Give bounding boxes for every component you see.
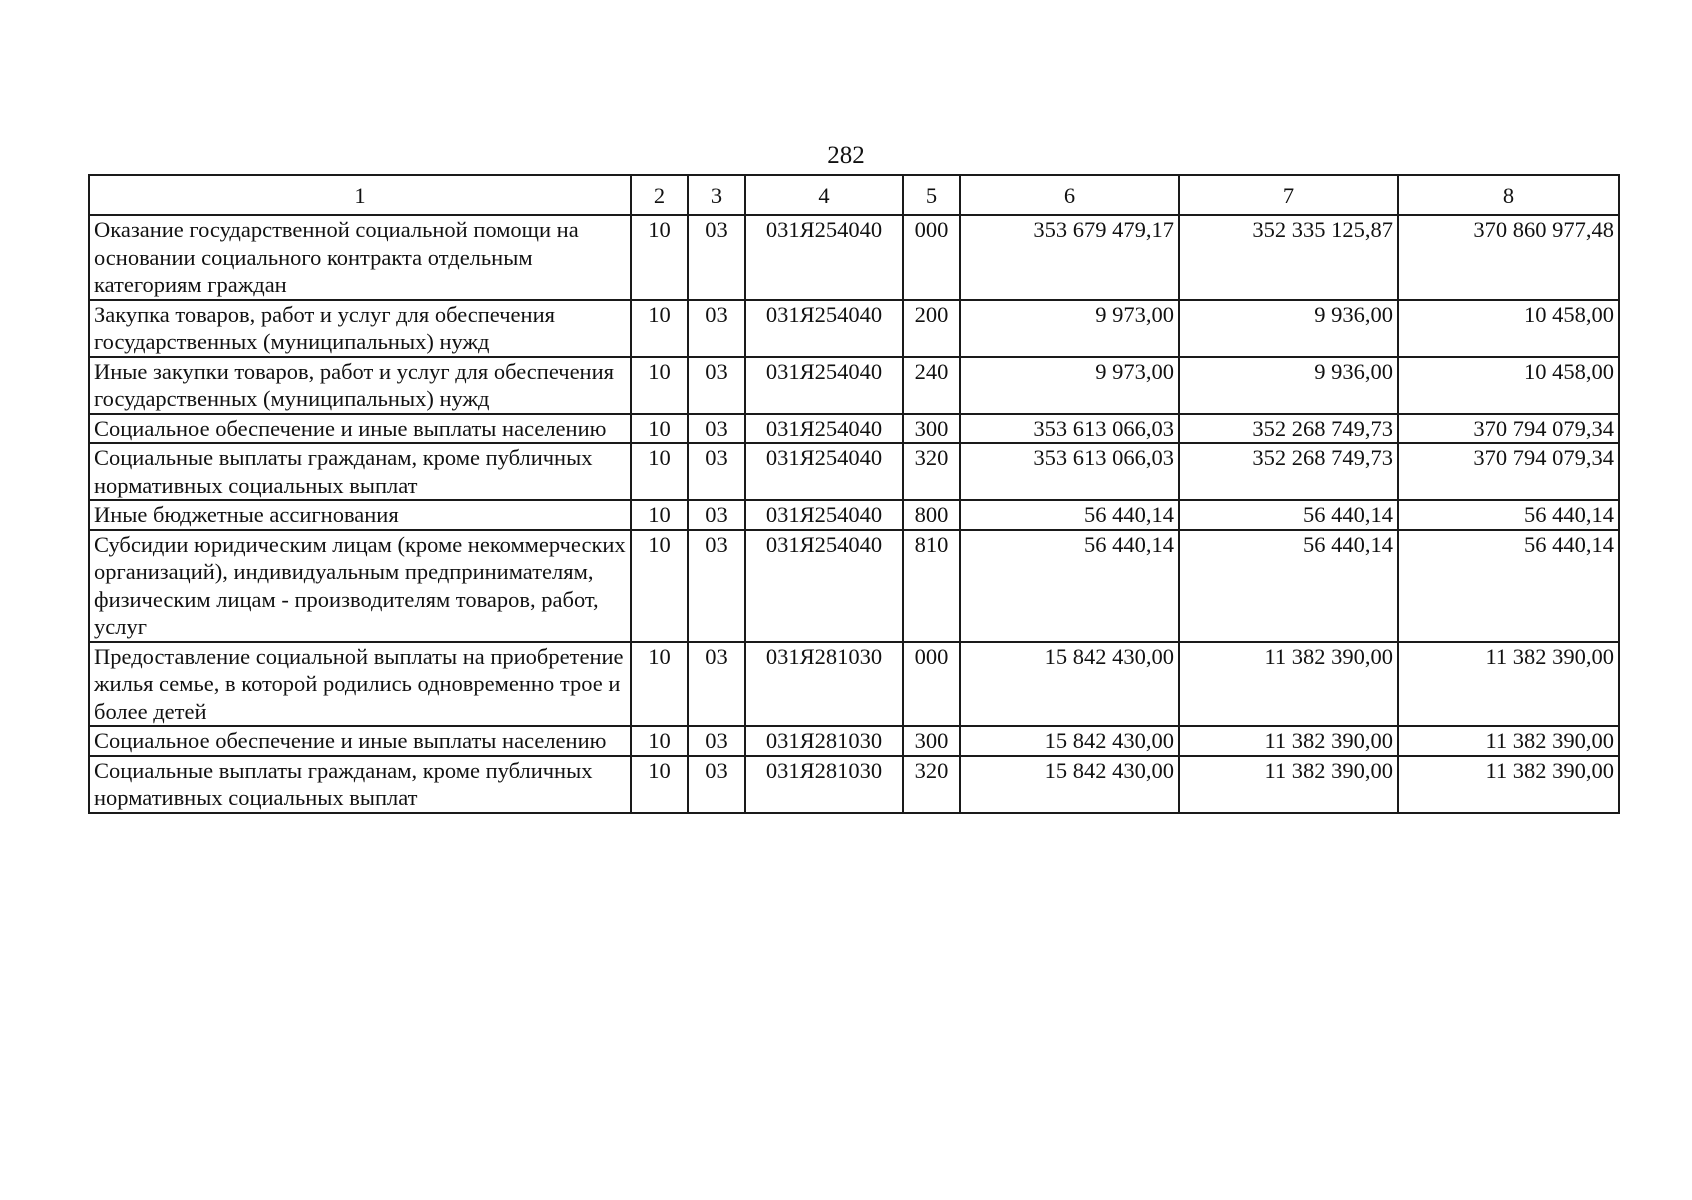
section-code: 10 (631, 642, 688, 727)
row-name: Социальные выплаты гражданам, кроме публичных нормативных социальных выплат (89, 756, 631, 813)
amount-col7: 352 268 749,73 (1179, 414, 1398, 444)
table-row (89, 530, 1619, 642)
budget-table (88, 174, 1620, 814)
subsection-code: 03 (688, 443, 745, 500)
expense-type-code: 200 (903, 300, 960, 357)
target-article-code: 031Я254040 (745, 357, 903, 414)
amount-col8: 10 458,00 (1398, 300, 1619, 357)
section-code: 10 (631, 414, 688, 444)
header-cell: 4 (745, 175, 903, 215)
header-cell: 5 (903, 175, 960, 215)
section-code: 10 (631, 530, 688, 642)
row-name: Субсидии юридическим лицам (кроме некоммерческих организаций), индивидуальным предпринимателям, физическим лицам - производителям товаров, работ, услуг (89, 530, 631, 642)
section-code: 10 (631, 357, 688, 414)
amount-col7: 56 440,14 (1179, 530, 1398, 642)
row-name: Иные закупки товаров, работ и услуг для обеспечения государственных (муниципальных) нужд (89, 357, 631, 414)
expense-type-code: 000 (903, 215, 960, 300)
amount-col7: 11 382 390,00 (1179, 642, 1398, 727)
header-cell: 3 (688, 175, 745, 215)
header-cell: 2 (631, 175, 688, 215)
amount-col6: 15 842 430,00 (960, 726, 1179, 756)
amount-col8: 370 860 977,48 (1398, 215, 1619, 300)
target-article-code: 031Я254040 (745, 443, 903, 500)
target-article-code: 031Я254040 (745, 215, 903, 300)
amount-col6: 353 613 066,03 (960, 443, 1179, 500)
amount-col6: 15 842 430,00 (960, 756, 1179, 813)
amount-col6: 15 842 430,00 (960, 642, 1179, 727)
expense-type-code: 300 (903, 726, 960, 756)
subsection-code: 03 (688, 530, 745, 642)
expense-type-code: 000 (903, 642, 960, 727)
row-name: Социальное обеспечение и иные выплаты населению (89, 414, 631, 444)
header-cell: 8 (1398, 175, 1619, 215)
amount-col6: 9 973,00 (960, 300, 1179, 357)
table-row (89, 300, 1619, 357)
target-article-code: 031Я254040 (745, 414, 903, 444)
amount-col6: 353 613 066,03 (960, 414, 1179, 444)
row-name: Закупка товаров, работ и услуг для обеспечения государственных (муниципальных) нужд (89, 300, 631, 357)
section-code: 10 (631, 726, 688, 756)
page-number: 282 (827, 142, 865, 169)
subsection-code: 03 (688, 500, 745, 530)
amount-col7: 9 936,00 (1179, 300, 1398, 357)
amount-col8: 11 382 390,00 (1398, 756, 1619, 813)
amount-col8: 370 794 079,34 (1398, 443, 1619, 500)
amount-col6: 353 679 479,17 (960, 215, 1179, 300)
amount-col7: 352 335 125,87 (1179, 215, 1398, 300)
section-code: 10 (631, 215, 688, 300)
header-cell: 6 (960, 175, 1179, 215)
section-code: 10 (631, 443, 688, 500)
target-article-code: 031Я281030 (745, 756, 903, 813)
table-row (89, 500, 1619, 530)
row-name: Оказание государственной социальной помощи на основании социального контракта отдельным категориям граждан (89, 215, 631, 300)
table-row (89, 726, 1619, 756)
amount-col8: 11 382 390,00 (1398, 726, 1619, 756)
row-name: Иные бюджетные ассигнования (89, 500, 631, 530)
section-code: 10 (631, 500, 688, 530)
row-name: Социальное обеспечение и иные выплаты населению (89, 726, 631, 756)
table-row (89, 642, 1619, 727)
subsection-code: 03 (688, 300, 745, 357)
amount-col8: 11 382 390,00 (1398, 642, 1619, 727)
target-article-code: 031Я281030 (745, 726, 903, 756)
target-article-code: 031Я254040 (745, 500, 903, 530)
subsection-code: 03 (688, 642, 745, 727)
amount-col8: 56 440,14 (1398, 530, 1619, 642)
expense-type-code: 240 (903, 357, 960, 414)
target-article-code: 031Я254040 (745, 530, 903, 642)
amount-col8: 56 440,14 (1398, 500, 1619, 530)
expense-type-code: 300 (903, 414, 960, 444)
target-article-code: 031Я281030 (745, 642, 903, 727)
expense-type-code: 320 (903, 443, 960, 500)
amount-col7: 352 268 749,73 (1179, 443, 1398, 500)
amount-col6: 56 440,14 (960, 530, 1179, 642)
subsection-code: 03 (688, 357, 745, 414)
table-row (89, 414, 1619, 444)
amount-col7: 56 440,14 (1179, 500, 1398, 530)
subsection-code: 03 (688, 414, 745, 444)
subsection-code: 03 (688, 726, 745, 756)
row-name: Предоставление социальной выплаты на приобретение жилья семье, в которой родились одновременно трое и более детей (89, 642, 631, 727)
amount-col6: 9 973,00 (960, 357, 1179, 414)
amount-col7: 11 382 390,00 (1179, 756, 1398, 813)
table-row (89, 357, 1619, 414)
amount-col8: 370 794 079,34 (1398, 414, 1619, 444)
header-cell: 1 (89, 175, 631, 215)
table-row (89, 756, 1619, 813)
amount-col7: 9 936,00 (1179, 357, 1398, 414)
table-header-row (89, 175, 1619, 215)
amount-col7: 11 382 390,00 (1179, 726, 1398, 756)
subsection-code: 03 (688, 215, 745, 300)
amount-col8: 10 458,00 (1398, 357, 1619, 414)
expense-type-code: 320 (903, 756, 960, 813)
section-code: 10 (631, 300, 688, 357)
amount-col6: 56 440,14 (960, 500, 1179, 530)
subsection-code: 03 (688, 756, 745, 813)
row-name: Социальные выплаты гражданам, кроме публичных нормативных социальных выплат (89, 443, 631, 500)
table-row (89, 215, 1619, 300)
table-row (89, 443, 1619, 500)
expense-type-code: 800 (903, 500, 960, 530)
header-cell: 7 (1179, 175, 1398, 215)
target-article-code: 031Я254040 (745, 300, 903, 357)
expense-type-code: 810 (903, 530, 960, 642)
section-code: 10 (631, 756, 688, 813)
